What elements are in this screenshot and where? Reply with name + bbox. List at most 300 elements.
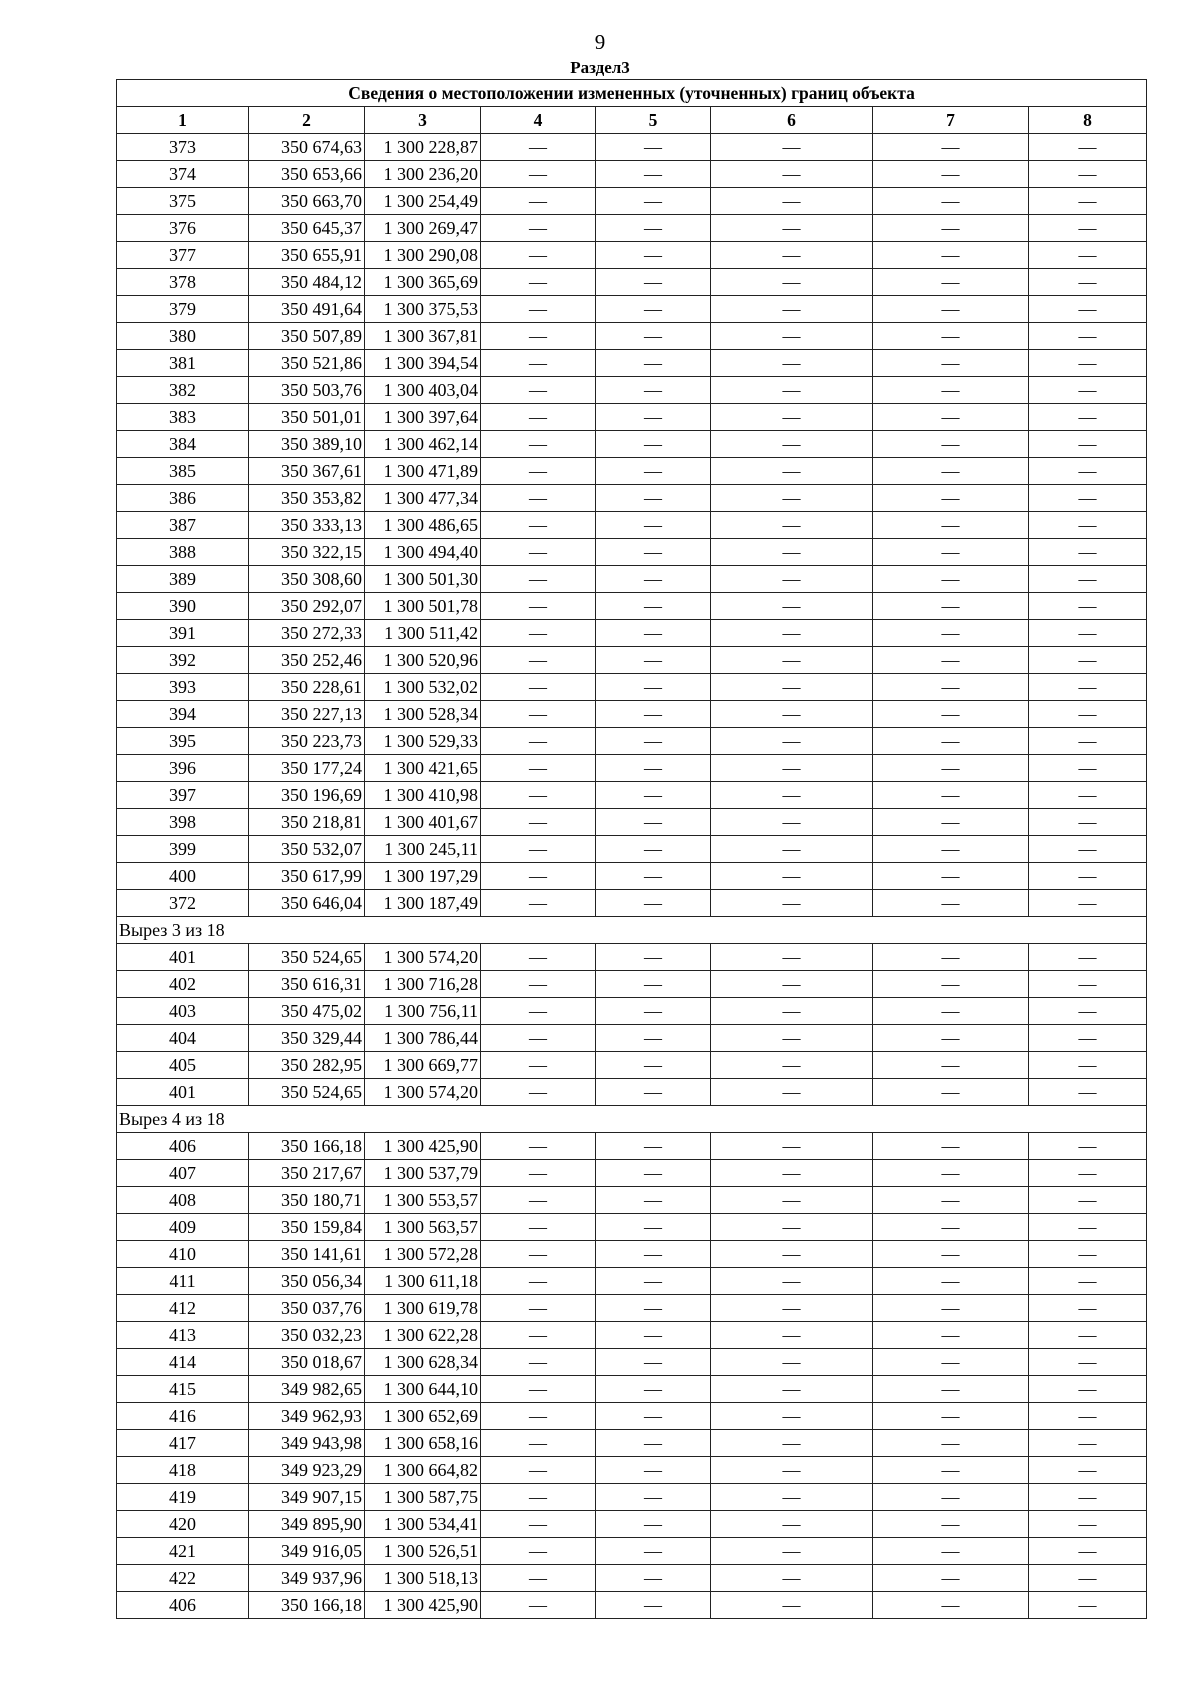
empty-value-cell: — (1029, 1241, 1147, 1268)
cutout-label: Вырез 4 из 18 (117, 1106, 1147, 1133)
y-coordinate-cell: 1 300 471,89 (365, 458, 481, 485)
y-coordinate-cell: 1 300 367,81 (365, 323, 481, 350)
y-coordinate-cell: 1 300 197,29 (365, 863, 481, 890)
x-coordinate-cell: 350 228,61 (249, 674, 365, 701)
table-row (117, 1538, 1147, 1565)
empty-value-cell: — (481, 1295, 596, 1322)
empty-value-cell: — (596, 809, 711, 836)
point-number-cell: 420 (117, 1511, 249, 1538)
table-row (117, 728, 1147, 755)
x-coordinate-cell: 350 252,46 (249, 647, 365, 674)
empty-value-cell: — (873, 863, 1029, 890)
table-row (117, 188, 1147, 215)
empty-value-cell: — (711, 1241, 873, 1268)
empty-value-cell: — (1029, 188, 1147, 215)
x-coordinate-cell: 350 272,33 (249, 620, 365, 647)
empty-value-cell: — (596, 998, 711, 1025)
empty-value-cell: — (596, 296, 711, 323)
point-number-cell: 388 (117, 539, 249, 566)
table-row (117, 1457, 1147, 1484)
x-coordinate-cell: 350 177,24 (249, 755, 365, 782)
y-coordinate-cell: 1 300 574,20 (365, 1079, 481, 1106)
empty-value-cell: — (1029, 323, 1147, 350)
table-row (117, 836, 1147, 863)
empty-value-cell: — (711, 836, 873, 863)
y-coordinate-cell: 1 300 477,34 (365, 485, 481, 512)
table-row (117, 620, 1147, 647)
empty-value-cell: — (1029, 458, 1147, 485)
empty-value-cell: — (481, 1349, 596, 1376)
empty-value-cell: — (481, 728, 596, 755)
table-caption: Сведения о местоположении измененных (уточненных) границ объекта (117, 80, 1147, 107)
empty-value-cell: — (481, 296, 596, 323)
empty-value-cell: — (1029, 134, 1147, 161)
point-number-cell: 409 (117, 1214, 249, 1241)
empty-value-cell: — (711, 728, 873, 755)
empty-value-cell: — (1029, 836, 1147, 863)
empty-value-cell: — (873, 269, 1029, 296)
empty-value-cell: — (1029, 1160, 1147, 1187)
empty-value-cell: — (596, 1214, 711, 1241)
y-coordinate-cell: 1 300 494,40 (365, 539, 481, 566)
empty-value-cell: — (1029, 809, 1147, 836)
point-number-cell: 376 (117, 215, 249, 242)
empty-value-cell: — (1029, 1349, 1147, 1376)
point-number-cell: 407 (117, 1160, 249, 1187)
point-number-cell: 418 (117, 1457, 249, 1484)
x-coordinate-cell: 350 663,70 (249, 188, 365, 215)
x-coordinate-cell: 349 907,15 (249, 1484, 365, 1511)
empty-value-cell: — (711, 1565, 873, 1592)
x-coordinate-cell: 350 159,84 (249, 1214, 365, 1241)
table-row (117, 1052, 1147, 1079)
empty-value-cell: — (481, 458, 596, 485)
table-row (117, 1079, 1147, 1106)
table-row (117, 674, 1147, 701)
empty-value-cell: — (873, 1403, 1029, 1430)
empty-value-cell: — (711, 1295, 873, 1322)
empty-value-cell: — (711, 1322, 873, 1349)
empty-value-cell: — (873, 1214, 1029, 1241)
empty-value-cell: — (596, 1079, 711, 1106)
empty-value-cell: — (596, 782, 711, 809)
empty-value-cell: — (596, 161, 711, 188)
empty-value-cell: — (711, 863, 873, 890)
table-row (117, 1187, 1147, 1214)
empty-value-cell: — (596, 566, 711, 593)
x-coordinate-cell: 350 616,31 (249, 971, 365, 998)
empty-value-cell: — (481, 1538, 596, 1565)
x-coordinate-cell: 350 166,18 (249, 1133, 365, 1160)
empty-value-cell: — (596, 404, 711, 431)
empty-value-cell: — (481, 1484, 596, 1511)
empty-value-cell: — (711, 350, 873, 377)
empty-value-cell: — (1029, 1511, 1147, 1538)
point-number-cell: 385 (117, 458, 249, 485)
y-coordinate-cell: 1 300 425,90 (365, 1133, 481, 1160)
y-coordinate-cell: 1 300 611,18 (365, 1268, 481, 1295)
y-coordinate-cell: 1 300 228,87 (365, 134, 481, 161)
empty-value-cell: — (711, 1403, 873, 1430)
empty-value-cell: — (711, 620, 873, 647)
empty-value-cell: — (711, 674, 873, 701)
empty-value-cell: — (873, 593, 1029, 620)
x-coordinate-cell: 350 282,95 (249, 1052, 365, 1079)
y-coordinate-cell: 1 300 553,57 (365, 1187, 481, 1214)
empty-value-cell: — (873, 1484, 1029, 1511)
empty-value-cell: — (711, 512, 873, 539)
table-caption-row (117, 80, 1147, 107)
table-row (117, 944, 1147, 971)
x-coordinate-cell: 350 292,07 (249, 593, 365, 620)
empty-value-cell: — (481, 566, 596, 593)
boundary-coordinates-table (116, 79, 1147, 1619)
empty-value-cell: — (1029, 620, 1147, 647)
table-row (117, 296, 1147, 323)
x-coordinate-cell: 350 501,01 (249, 404, 365, 431)
y-coordinate-cell: 1 300 572,28 (365, 1241, 481, 1268)
point-number-cell: 393 (117, 674, 249, 701)
y-coordinate-cell: 1 300 501,30 (365, 566, 481, 593)
empty-value-cell: — (873, 971, 1029, 998)
empty-value-cell: — (873, 215, 1029, 242)
point-number-cell: 398 (117, 809, 249, 836)
x-coordinate-cell: 350 333,13 (249, 512, 365, 539)
empty-value-cell: — (873, 1187, 1029, 1214)
x-coordinate-cell: 349 895,90 (249, 1511, 365, 1538)
empty-value-cell: — (481, 1430, 596, 1457)
cutout-label-row (117, 917, 1147, 944)
empty-value-cell: — (1029, 377, 1147, 404)
empty-value-cell: — (481, 836, 596, 863)
point-number-cell: 391 (117, 620, 249, 647)
column-number-row (117, 107, 1147, 134)
empty-value-cell: — (1029, 215, 1147, 242)
empty-value-cell: — (596, 350, 711, 377)
empty-value-cell: — (873, 1052, 1029, 1079)
empty-value-cell: — (711, 1430, 873, 1457)
y-coordinate-cell: 1 300 518,13 (365, 1565, 481, 1592)
empty-value-cell: — (481, 512, 596, 539)
table-row (117, 1133, 1147, 1160)
empty-value-cell: — (711, 971, 873, 998)
empty-value-cell: — (873, 512, 1029, 539)
point-number-cell: 380 (117, 323, 249, 350)
empty-value-cell: — (873, 1160, 1029, 1187)
point-number-cell: 394 (117, 701, 249, 728)
column-number-7: 7 (873, 107, 1029, 134)
empty-value-cell: — (1029, 1403, 1147, 1430)
empty-value-cell: — (711, 377, 873, 404)
point-number-cell: 415 (117, 1376, 249, 1403)
x-coordinate-cell: 350 674,63 (249, 134, 365, 161)
table-row (117, 161, 1147, 188)
empty-value-cell: — (1029, 1430, 1147, 1457)
empty-value-cell: — (711, 1133, 873, 1160)
empty-value-cell: — (596, 1322, 711, 1349)
empty-value-cell: — (1029, 485, 1147, 512)
x-coordinate-cell: 350 322,15 (249, 539, 365, 566)
empty-value-cell: — (596, 485, 711, 512)
empty-value-cell: — (596, 458, 711, 485)
y-coordinate-cell: 1 300 756,11 (365, 998, 481, 1025)
point-number-cell: 400 (117, 863, 249, 890)
x-coordinate-cell: 350 037,76 (249, 1295, 365, 1322)
empty-value-cell: — (1029, 701, 1147, 728)
empty-value-cell: — (711, 1052, 873, 1079)
empty-value-cell: — (596, 377, 711, 404)
empty-value-cell: — (596, 701, 711, 728)
empty-value-cell: — (596, 512, 711, 539)
y-coordinate-cell: 1 300 501,78 (365, 593, 481, 620)
empty-value-cell: — (873, 350, 1029, 377)
point-number-cell: 399 (117, 836, 249, 863)
point-number-cell: 390 (117, 593, 249, 620)
y-coordinate-cell: 1 300 375,53 (365, 296, 481, 323)
empty-value-cell: — (873, 323, 1029, 350)
empty-value-cell: — (873, 1430, 1029, 1457)
empty-value-cell: — (1029, 404, 1147, 431)
point-number-cell: 405 (117, 1052, 249, 1079)
empty-value-cell: — (481, 539, 596, 566)
empty-value-cell: — (1029, 1295, 1147, 1322)
y-coordinate-cell: 1 300 254,49 (365, 188, 481, 215)
empty-value-cell: — (711, 458, 873, 485)
table-row (117, 242, 1147, 269)
x-coordinate-cell: 350 032,23 (249, 1322, 365, 1349)
empty-value-cell: — (596, 1376, 711, 1403)
table-row (117, 485, 1147, 512)
empty-value-cell: — (481, 1214, 596, 1241)
empty-value-cell: — (711, 485, 873, 512)
empty-value-cell: — (596, 323, 711, 350)
empty-value-cell: — (711, 890, 873, 917)
cutout-label-row (117, 1106, 1147, 1133)
empty-value-cell: — (481, 1403, 596, 1430)
empty-value-cell: — (873, 944, 1029, 971)
x-coordinate-cell: 350 223,73 (249, 728, 365, 755)
empty-value-cell: — (711, 1376, 873, 1403)
empty-value-cell: — (596, 1457, 711, 1484)
point-number-cell: 403 (117, 998, 249, 1025)
point-number-cell: 381 (117, 350, 249, 377)
empty-value-cell: — (481, 1187, 596, 1214)
empty-value-cell: — (481, 377, 596, 404)
table-row (117, 215, 1147, 242)
empty-value-cell: — (596, 674, 711, 701)
empty-value-cell: — (481, 755, 596, 782)
empty-value-cell: — (596, 1511, 711, 1538)
empty-value-cell: — (873, 1079, 1029, 1106)
empty-value-cell: — (873, 1133, 1029, 1160)
empty-value-cell: — (873, 1538, 1029, 1565)
x-coordinate-cell: 349 962,93 (249, 1403, 365, 1430)
empty-value-cell: — (596, 593, 711, 620)
empty-value-cell: — (711, 1592, 873, 1619)
empty-value-cell: — (596, 890, 711, 917)
x-coordinate-cell: 350 353,82 (249, 485, 365, 512)
point-number-cell: 387 (117, 512, 249, 539)
empty-value-cell: — (711, 242, 873, 269)
table-row (117, 431, 1147, 458)
x-coordinate-cell: 350 227,13 (249, 701, 365, 728)
point-number-cell: 377 (117, 242, 249, 269)
empty-value-cell: — (1029, 728, 1147, 755)
empty-value-cell: — (711, 1484, 873, 1511)
table-row (117, 701, 1147, 728)
y-coordinate-cell: 1 300 528,34 (365, 701, 481, 728)
empty-value-cell: — (873, 620, 1029, 647)
point-number-cell: 374 (117, 161, 249, 188)
empty-value-cell: — (481, 1457, 596, 1484)
empty-value-cell: — (596, 188, 711, 215)
x-coordinate-cell: 350 507,89 (249, 323, 365, 350)
y-coordinate-cell: 1 300 652,69 (365, 1403, 481, 1430)
empty-value-cell: — (873, 431, 1029, 458)
empty-value-cell: — (1029, 674, 1147, 701)
empty-value-cell: — (596, 269, 711, 296)
table-row (117, 890, 1147, 917)
point-number-cell: 378 (117, 269, 249, 296)
point-number-cell: 373 (117, 134, 249, 161)
y-coordinate-cell: 1 300 716,28 (365, 971, 481, 998)
x-coordinate-cell: 350 503,76 (249, 377, 365, 404)
empty-value-cell: — (481, 485, 596, 512)
empty-value-cell: — (873, 1457, 1029, 1484)
table-row (117, 377, 1147, 404)
empty-value-cell: — (711, 215, 873, 242)
empty-value-cell: — (481, 1376, 596, 1403)
empty-value-cell: — (596, 755, 711, 782)
y-coordinate-cell: 1 300 658,16 (365, 1430, 481, 1457)
table-row (117, 1430, 1147, 1457)
empty-value-cell: — (711, 944, 873, 971)
empty-value-cell: — (481, 1133, 596, 1160)
empty-value-cell: — (711, 188, 873, 215)
empty-value-cell: — (1029, 1079, 1147, 1106)
empty-value-cell: — (481, 620, 596, 647)
empty-value-cell: — (873, 701, 1029, 728)
empty-value-cell: — (1029, 863, 1147, 890)
empty-value-cell: — (873, 242, 1029, 269)
x-coordinate-cell: 350 180,71 (249, 1187, 365, 1214)
empty-value-cell: — (711, 1349, 873, 1376)
table-row (117, 863, 1147, 890)
empty-value-cell: — (481, 269, 596, 296)
x-coordinate-cell: 350 329,44 (249, 1025, 365, 1052)
page-number: 9 (594, 30, 606, 54)
x-coordinate-cell: 350 524,65 (249, 1079, 365, 1106)
table-row (117, 1268, 1147, 1295)
empty-value-cell: — (711, 1538, 873, 1565)
empty-value-cell: — (1029, 1052, 1147, 1079)
column-number-1: 1 (117, 107, 249, 134)
empty-value-cell: — (711, 647, 873, 674)
column-number-8: 8 (1029, 107, 1147, 134)
empty-value-cell: — (596, 215, 711, 242)
empty-value-cell: — (873, 485, 1029, 512)
x-coordinate-cell: 350 532,07 (249, 836, 365, 863)
empty-value-cell: — (481, 890, 596, 917)
empty-value-cell: — (873, 1295, 1029, 1322)
empty-value-cell: — (873, 674, 1029, 701)
empty-value-cell: — (711, 1025, 873, 1052)
empty-value-cell: — (1029, 161, 1147, 188)
y-coordinate-cell: 1 300 269,47 (365, 215, 481, 242)
table-row (117, 1376, 1147, 1403)
x-coordinate-cell: 349 982,65 (249, 1376, 365, 1403)
empty-value-cell: — (1029, 1376, 1147, 1403)
empty-value-cell: — (711, 755, 873, 782)
empty-value-cell: — (873, 809, 1029, 836)
y-coordinate-cell: 1 300 644,10 (365, 1376, 481, 1403)
empty-value-cell: — (596, 944, 711, 971)
x-coordinate-cell: 349 937,96 (249, 1565, 365, 1592)
empty-value-cell: — (1029, 1133, 1147, 1160)
point-number-cell: 402 (117, 971, 249, 998)
empty-value-cell: — (1029, 296, 1147, 323)
table-row (117, 755, 1147, 782)
y-coordinate-cell: 1 300 622,28 (365, 1322, 481, 1349)
empty-value-cell: — (1029, 755, 1147, 782)
empty-value-cell: — (1029, 1484, 1147, 1511)
empty-value-cell: — (481, 1565, 596, 1592)
empty-value-cell: — (596, 242, 711, 269)
x-coordinate-cell: 350 196,69 (249, 782, 365, 809)
empty-value-cell: — (873, 728, 1029, 755)
empty-value-cell: — (481, 863, 596, 890)
empty-value-cell: — (1029, 1268, 1147, 1295)
y-coordinate-cell: 1 300 245,11 (365, 836, 481, 863)
table-row (117, 1592, 1147, 1619)
empty-value-cell: — (596, 1565, 711, 1592)
empty-value-cell: — (481, 431, 596, 458)
empty-value-cell: — (711, 134, 873, 161)
x-coordinate-cell: 350 141,61 (249, 1241, 365, 1268)
y-coordinate-cell: 1 300 187,49 (365, 890, 481, 917)
table-row (117, 782, 1147, 809)
x-coordinate-cell: 350 367,61 (249, 458, 365, 485)
empty-value-cell: — (873, 1322, 1029, 1349)
table-row (117, 1403, 1147, 1430)
point-number-cell: 401 (117, 1079, 249, 1106)
empty-value-cell: — (711, 269, 873, 296)
x-coordinate-cell: 350 056,34 (249, 1268, 365, 1295)
empty-value-cell: — (711, 566, 873, 593)
empty-value-cell: — (873, 134, 1029, 161)
empty-value-cell: — (1029, 1538, 1147, 1565)
table-row (117, 1565, 1147, 1592)
y-coordinate-cell: 1 300 786,44 (365, 1025, 481, 1052)
y-coordinate-cell: 1 300 401,67 (365, 809, 481, 836)
table-row (117, 1484, 1147, 1511)
point-number-cell: 412 (117, 1295, 249, 1322)
point-number-cell: 392 (117, 647, 249, 674)
table-row (117, 1322, 1147, 1349)
point-number-cell: 395 (117, 728, 249, 755)
y-coordinate-cell: 1 300 537,79 (365, 1160, 481, 1187)
empty-value-cell: — (481, 701, 596, 728)
empty-value-cell: — (596, 1160, 711, 1187)
empty-value-cell: — (596, 971, 711, 998)
x-coordinate-cell: 350 484,12 (249, 269, 365, 296)
table-row (117, 647, 1147, 674)
x-coordinate-cell: 350 166,18 (249, 1592, 365, 1619)
table-row (117, 350, 1147, 377)
table-row (117, 809, 1147, 836)
empty-value-cell: — (481, 1268, 596, 1295)
empty-value-cell: — (873, 566, 1029, 593)
